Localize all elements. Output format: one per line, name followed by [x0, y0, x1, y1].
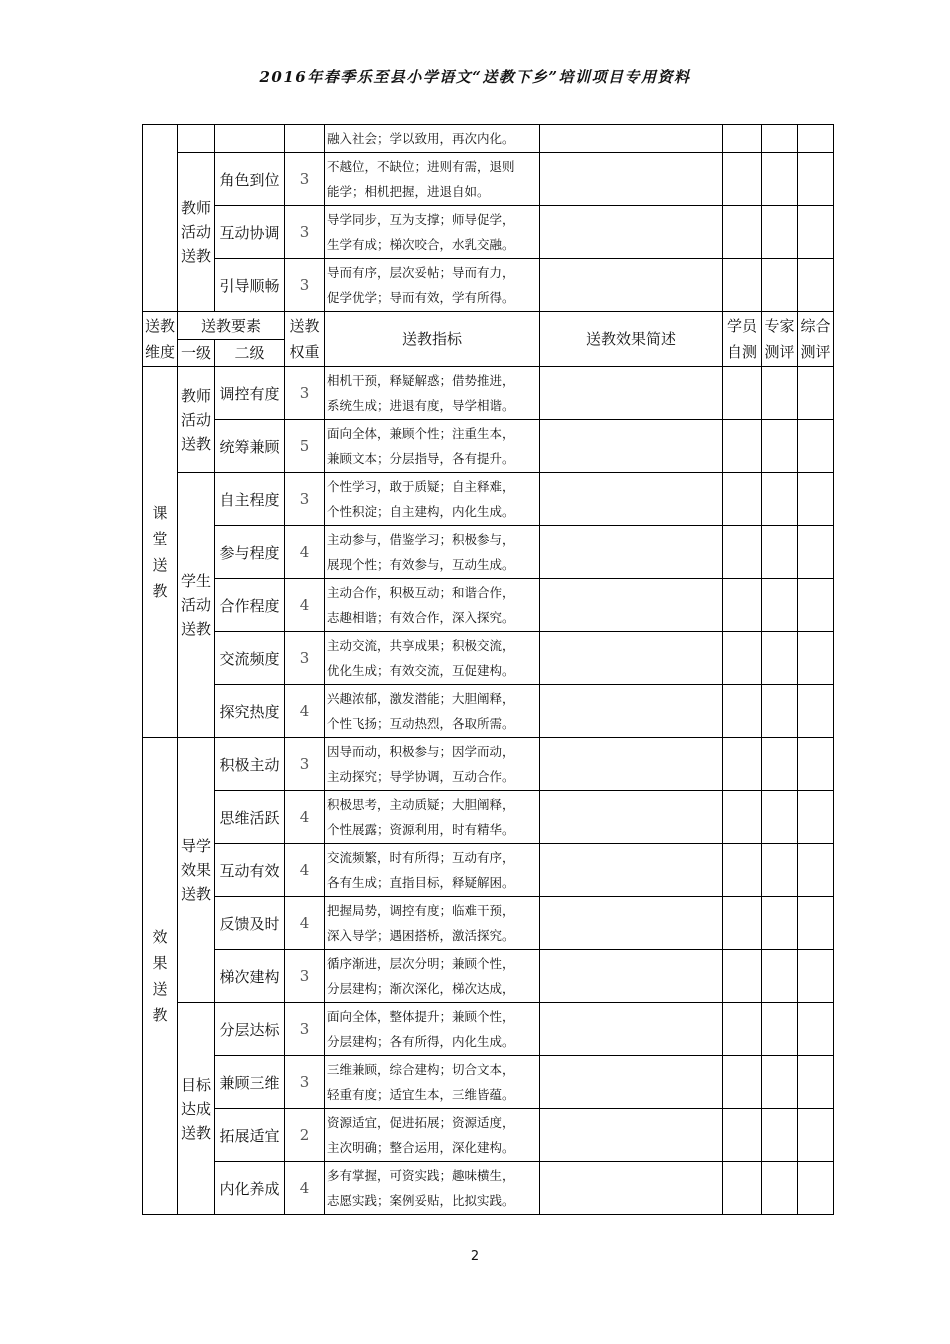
expert-eval-cell[interactable] — [762, 473, 798, 526]
stacked-text-line: 测评 — [800, 343, 831, 361]
self-eval-cell[interactable] — [723, 259, 762, 312]
indicator-cell — [325, 950, 540, 1003]
overall-eval-cell[interactable] — [798, 844, 834, 897]
page-header-title: 2016年春季乐至县小学语文“送教下乡”培训项目专用资料 — [259, 68, 691, 86]
expert-eval-cell[interactable] — [762, 153, 798, 206]
self-eval-cell[interactable] — [723, 950, 762, 1003]
indicator-line: 面向全体，整体提升；兼顾个性， — [327, 1009, 515, 1024]
summary-cell[interactable] — [540, 526, 723, 579]
summary-cell[interactable] — [540, 1109, 723, 1162]
summary-cell[interactable] — [540, 897, 723, 950]
weight-cell-empty — [285, 125, 325, 153]
overall-eval-cell[interactable] — [798, 1003, 834, 1056]
summary-cell[interactable] — [540, 950, 723, 1003]
summary-cell[interactable] — [540, 153, 723, 206]
header-summary: 送教效果简述 — [540, 312, 723, 367]
stacked-text-line: 权重 — [289, 343, 320, 361]
expert-eval-cell[interactable] — [762, 1109, 798, 1162]
self-eval-cell[interactable] — [723, 1056, 762, 1109]
self-eval-cell[interactable] — [723, 579, 762, 632]
expert-eval-cell[interactable] — [762, 259, 798, 312]
indicator-line: 主动参与，借鉴学习；积极参与， — [327, 532, 515, 547]
level1-cell-empty — [178, 125, 215, 153]
indicator-line: 志愿实践；案例妥贴，比拟实践。 — [327, 1193, 515, 1208]
indicator-line: 生学有成；梯次咬合，水乳交融。 — [327, 237, 515, 252]
evaluation-table — [142, 124, 834, 1215]
header-expert-eval — [762, 312, 798, 367]
level2-name: 兼顾三维 — [215, 1056, 285, 1109]
header-level1: 一级 — [178, 340, 215, 367]
indicator-line: 资源适宜，促进拓展；资源适度， — [327, 1115, 515, 1130]
summary-cell[interactable] — [540, 1056, 723, 1109]
header-elements: 送教要素 — [178, 312, 285, 340]
stacked-text-line: 测评 — [764, 343, 795, 361]
indicator-line: 多有掌握，可资实践；趣味横生， — [327, 1168, 515, 1183]
weight-value: 4 — [285, 897, 325, 950]
overall-eval-cell[interactable] — [798, 685, 834, 738]
stacked-text-line: 自测 — [726, 343, 757, 361]
summary-cell[interactable] — [540, 420, 723, 473]
indicator-line: 兼顾文本；分层指导，各有提升。 — [327, 451, 515, 466]
expert-eval-cell[interactable] — [762, 420, 798, 473]
indicator-line: 面向全体，兼顾个性；注重生本， — [327, 426, 515, 441]
overall-eval-cell[interactable] — [798, 420, 834, 473]
overall-eval-cell[interactable] — [798, 367, 834, 420]
indicator-line: 个性积淀；自主建构，内化生成。 — [327, 504, 515, 519]
table-header-row — [143, 312, 834, 340]
overall-eval-cell[interactable] — [798, 473, 834, 526]
indicator-cell — [325, 685, 540, 738]
indicator-line: 展现个性；有效参与，互动生成。 — [327, 557, 515, 572]
level2-name: 拓展适宜 — [215, 1109, 285, 1162]
expert-eval-cell[interactable] — [762, 791, 798, 844]
overall-eval-cell[interactable] — [798, 125, 834, 153]
stacked-text-line: 活动 — [180, 596, 211, 614]
overall-eval-cell[interactable] — [798, 579, 834, 632]
overall-eval-cell[interactable] — [798, 153, 834, 206]
stacked-text-line: 送 — [152, 556, 168, 574]
expert-eval-cell[interactable] — [762, 367, 798, 420]
overall-eval-cell[interactable] — [798, 1109, 834, 1162]
stacked-text-line: 教师 — [180, 199, 211, 217]
indicator-cell — [325, 844, 540, 897]
summary-cell[interactable] — [540, 632, 723, 685]
summary-cell[interactable] — [540, 1003, 723, 1056]
level2-name: 梯次建构 — [215, 950, 285, 1003]
expert-eval-cell[interactable] — [762, 738, 798, 791]
weight-value: 4 — [285, 1162, 325, 1215]
indicator-line: 主动交流，共享成果；积极交流， — [327, 638, 515, 653]
indicator-cell — [325, 473, 540, 526]
overall-eval-cell[interactable] — [798, 950, 834, 1003]
level2-name: 自主程度 — [215, 473, 285, 526]
stacked-text-line: 教 — [152, 582, 168, 600]
indicator-cell — [325, 526, 540, 579]
stacked-text-line: 送教 — [180, 247, 211, 265]
table-row — [143, 206, 834, 259]
weight-value: 3 — [285, 259, 325, 312]
indicator-cell — [325, 632, 540, 685]
self-eval-cell[interactable] — [723, 206, 762, 259]
level2-name: 交流频度 — [215, 632, 285, 685]
stacked-text-line: 送教 — [180, 434, 211, 453]
level1-target-achievement — [178, 1003, 215, 1215]
level2-name: 分层达标 — [215, 1003, 285, 1056]
header-indicator: 送教指标 — [325, 312, 540, 367]
indicator-line: 交流频繁，时有所得；互动有序， — [327, 850, 515, 865]
indicator-line: 个性学习，敢于质疑；自主释难， — [327, 479, 515, 494]
stacked-text-line: 维度 — [144, 343, 175, 361]
indicator-cell — [325, 579, 540, 632]
stacked-text-line: 送教 — [180, 1123, 211, 1142]
expert-eval-cell[interactable] — [762, 206, 798, 259]
indicator-line: 个性飞扬；互动热烈，各取所需。 — [327, 716, 515, 731]
level1-student-activity — [178, 473, 215, 738]
weight-value: 2 — [285, 1109, 325, 1162]
table-row — [143, 1109, 834, 1162]
weight-value: 4 — [285, 685, 325, 738]
stacked-text-line: 果 — [152, 954, 168, 972]
stacked-text-line: 送教 — [289, 317, 320, 335]
table-row — [143, 125, 834, 153]
header-level2: 二级 — [215, 340, 285, 367]
expert-eval-cell[interactable] — [762, 1003, 798, 1056]
self-eval-cell[interactable] — [723, 844, 762, 897]
indicator-cell — [325, 367, 540, 420]
overall-eval-cell[interactable] — [798, 206, 834, 259]
expert-eval-cell[interactable] — [762, 950, 798, 1003]
level2-name: 探究热度 — [215, 685, 285, 738]
self-eval-cell[interactable] — [723, 420, 762, 473]
stacked-text-line: 送教 — [180, 620, 211, 638]
header-dimension — [143, 312, 178, 367]
table-row — [143, 420, 834, 473]
stacked-text-line: 送教 — [180, 885, 211, 903]
indicator-cell — [325, 1056, 540, 1109]
summary-cell[interactable] — [540, 685, 723, 738]
table-row — [143, 950, 834, 1003]
level2-name: 思维活跃 — [215, 791, 285, 844]
self-eval-cell[interactable] — [723, 632, 762, 685]
weight-value: 3 — [285, 950, 325, 1003]
summary-cell[interactable] — [540, 844, 723, 897]
table-row — [143, 153, 834, 206]
self-eval-cell[interactable] — [723, 897, 762, 950]
expert-eval-cell[interactable] — [762, 1056, 798, 1109]
expert-eval-cell[interactable] — [762, 897, 798, 950]
level2-name: 互动协调 — [215, 206, 285, 259]
weight-value: 3 — [285, 738, 325, 791]
indicator-cell — [325, 206, 540, 259]
page-number: 2 — [470, 1249, 480, 1264]
stacked-text-line: 堂 — [152, 530, 168, 548]
weight-value: 4 — [285, 579, 325, 632]
self-eval-cell[interactable] — [723, 1003, 762, 1056]
table-row — [143, 632, 834, 685]
indicator-line: 系统生成；进退有度，导学相谐。 — [327, 398, 515, 413]
expert-eval-cell[interactable] — [762, 125, 798, 153]
weight-value: 4 — [285, 791, 325, 844]
table-row — [143, 1003, 834, 1056]
level2-name: 互动有效 — [215, 844, 285, 897]
overall-eval-cell[interactable] — [798, 897, 834, 950]
summary-cell[interactable] — [540, 738, 723, 791]
self-eval-cell[interactable] — [723, 125, 762, 153]
stacked-text-line: 活动 — [180, 223, 211, 241]
stacked-text-line: 学员 — [726, 317, 757, 335]
table-row — [143, 897, 834, 950]
stacked-text-line: 达成 — [180, 1099, 211, 1118]
dimension-classroom — [143, 367, 178, 738]
level2-name: 引导顺畅 — [215, 259, 285, 312]
overall-eval-cell[interactable] — [798, 791, 834, 844]
stacked-text-line: 效果 — [180, 861, 211, 879]
indicator-line: 轻重有度；适宜生本，三维皆蕴。 — [327, 1087, 515, 1102]
table-row — [143, 685, 834, 738]
stacked-text-line: 教 — [152, 1006, 168, 1024]
weight-value: 3 — [285, 206, 325, 259]
indicator-line: 不越位，不缺位；进则有需，退则 — [327, 159, 515, 174]
level2-name: 统筹兼顾 — [215, 420, 285, 473]
indicator-cell — [325, 1003, 540, 1056]
stacked-text-line: 活动 — [180, 410, 211, 429]
indicator-cell — [325, 1162, 540, 1215]
indicator-cell — [325, 153, 540, 206]
summary-cell[interactable] — [540, 259, 723, 312]
overall-eval-cell[interactable] — [798, 738, 834, 791]
level2-name: 角色到位 — [215, 153, 285, 206]
stacked-text-line: 教师 — [180, 386, 211, 405]
indicator-line: 循序渐进，层次分明；兼顾个性， — [327, 956, 515, 971]
indicator-line: 优化生成；有效交流，互促建构。 — [327, 663, 515, 678]
indicator-line: 志趣相谐；有效合作，深入探究。 — [327, 610, 515, 625]
indicator-line: 分层建构；渐次深化，梯次达成， — [327, 981, 515, 996]
stacked-text-line: 专家 — [764, 317, 795, 335]
self-eval-cell[interactable] — [723, 791, 762, 844]
expert-eval-cell[interactable] — [762, 1162, 798, 1215]
self-eval-cell[interactable] — [723, 153, 762, 206]
level2-name: 反馈及时 — [215, 897, 285, 950]
level2-name: 积极主动 — [215, 738, 285, 791]
summary-cell[interactable] — [540, 1162, 723, 1215]
indicator-line: 把握局势，调控有度；临难干预， — [327, 903, 515, 918]
indicator-line: 深入导学；遇困搭桥，激活探究。 — [327, 928, 515, 943]
indicator-line: 主动合作，积极互动；和谐合作， — [327, 585, 515, 600]
indicator-line: 导学同步，互为支撑；师导促学， — [327, 212, 515, 227]
expert-eval-cell[interactable] — [762, 632, 798, 685]
indicator-line: 导而有序，层次妥帖；导而有力， — [327, 265, 515, 280]
indicator-line: 促学优学；导而有效，学有所得。 — [327, 290, 515, 305]
table-row — [143, 791, 834, 844]
self-eval-cell[interactable] — [723, 473, 762, 526]
indicator-line: 个性展露；资源利用，时有精华。 — [327, 822, 515, 837]
level2-name: 参与程度 — [215, 526, 285, 579]
level1-teacher-activity — [178, 153, 215, 312]
weight-value: 4 — [285, 844, 325, 897]
indicator-line: 主次明确；整合运用，深化建构。 — [327, 1140, 515, 1155]
weight-value: 5 — [285, 420, 325, 473]
stacked-text-line: 学生 — [180, 572, 211, 590]
indicator-line: 积极思考，主动质疑；大胆阐释， — [327, 797, 515, 812]
indicator-cell — [325, 420, 540, 473]
summary-cell[interactable] — [540, 206, 723, 259]
indicator-line: 分层建构；各有所得，内化生成。 — [327, 1034, 515, 1049]
indicator-line: 兴趣浓郁，激发潜能；大胆阐释， — [327, 691, 515, 706]
table-row — [143, 844, 834, 897]
stacked-text-line: 目标 — [180, 1075, 211, 1094]
self-eval-cell[interactable] — [723, 1109, 762, 1162]
expert-eval-cell[interactable] — [762, 579, 798, 632]
summary-cell[interactable] — [540, 125, 723, 153]
stacked-text-line: 综合 — [800, 317, 831, 335]
self-eval-cell[interactable] — [723, 738, 762, 791]
dimension-effect — [143, 738, 178, 1215]
stacked-text-line: 送 — [152, 980, 168, 998]
self-eval-cell[interactable] — [723, 526, 762, 579]
overall-eval-cell[interactable] — [798, 632, 834, 685]
indicator-cell — [325, 259, 540, 312]
indicator-cell — [325, 1109, 540, 1162]
indicator-line: 相机干预，释疑解惑；借势推进， — [327, 373, 515, 388]
stacked-text-line: 送教 — [144, 317, 175, 335]
table-row — [143, 579, 834, 632]
indicator-line: 各有生成；直指目标，释疑解困。 — [327, 875, 515, 890]
summary-cell[interactable] — [540, 791, 723, 844]
indicator-cell: 融入社会；学以致用，再次内化。 — [325, 125, 540, 153]
overall-eval-cell[interactable] — [798, 259, 834, 312]
weight-value: 3 — [285, 1056, 325, 1109]
indicator-line: 能学；相机把握，进退自如。 — [327, 184, 490, 199]
self-eval-cell[interactable] — [723, 685, 762, 738]
level1-teacher-activity — [178, 367, 215, 473]
indicator-cell — [325, 897, 540, 950]
level2-cell-empty — [215, 125, 285, 153]
weight-value: 3 — [285, 367, 325, 420]
summary-cell[interactable] — [540, 579, 723, 632]
indicator-cell — [325, 738, 540, 791]
table-row — [143, 1162, 834, 1215]
self-eval-cell[interactable] — [723, 1162, 762, 1215]
stacked-text-line: 导学 — [180, 837, 211, 855]
expert-eval-cell[interactable] — [762, 526, 798, 579]
table-row — [143, 738, 834, 791]
indicator-line: 因导而动，积极参与；因学而动， — [327, 744, 515, 759]
weight-value: 4 — [285, 526, 325, 579]
overall-eval-cell[interactable] — [798, 1162, 834, 1215]
indicator-line: 三维兼顾，综合建构；切合文本， — [327, 1062, 515, 1077]
indicator-line: 主动探究；导学协调，互动合作。 — [327, 769, 515, 784]
table-row — [143, 526, 834, 579]
header-overall-eval — [798, 312, 834, 367]
stacked-text-line: 效 — [152, 928, 168, 946]
table-row — [143, 1056, 834, 1109]
table-row — [143, 367, 834, 420]
level2-name: 内化养成 — [215, 1162, 285, 1215]
level2-name: 调控有度 — [215, 367, 285, 420]
indicator-cell — [325, 791, 540, 844]
summary-cell[interactable] — [540, 473, 723, 526]
weight-value: 3 — [285, 1003, 325, 1056]
weight-value: 3 — [285, 632, 325, 685]
header-self-eval — [723, 312, 762, 367]
stacked-text-line: 课 — [152, 504, 168, 522]
overall-eval-cell[interactable] — [798, 526, 834, 579]
self-eval-cell[interactable] — [723, 367, 762, 420]
table-row — [143, 473, 834, 526]
weight-value: 3 — [285, 473, 325, 526]
summary-cell[interactable] — [540, 367, 723, 420]
header-weight — [285, 312, 325, 367]
expert-eval-cell[interactable] — [762, 685, 798, 738]
dimension-cell-empty — [143, 125, 178, 312]
level1-guide-effect — [178, 738, 215, 1003]
table-row — [143, 259, 834, 312]
weight-value: 3 — [285, 153, 325, 206]
level2-name: 合作程度 — [215, 579, 285, 632]
overall-eval-cell[interactable] — [798, 1056, 834, 1109]
expert-eval-cell[interactable] — [762, 844, 798, 897]
